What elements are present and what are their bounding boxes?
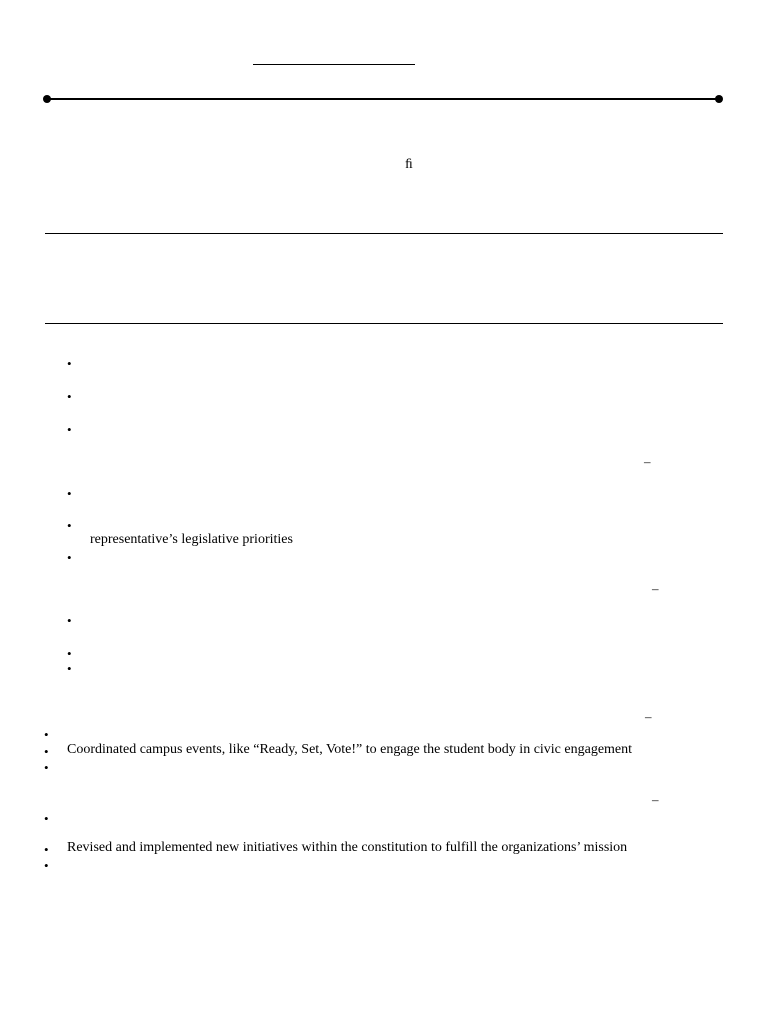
header-divider-line: [47, 98, 720, 100]
list-bullet: •: [67, 646, 72, 661]
list-bullet: •: [44, 744, 49, 759]
list-bullet: •: [67, 613, 72, 628]
list-bullet: •: [44, 760, 49, 775]
header-line-left-dot: [43, 95, 51, 103]
date-dash: –: [644, 454, 651, 469]
list-item-text: Revised and implemented new initiatives within the constitution to fulfill the organizations’ mission: [67, 840, 628, 855]
name-underline-rule: [253, 64, 415, 65]
date-dash: –: [645, 709, 652, 724]
list-bullet: •: [67, 389, 72, 404]
list-bullet: •: [67, 661, 72, 676]
list-bullet: •: [44, 842, 49, 857]
header-line-right-dot: [715, 95, 723, 103]
date-dash: –: [652, 581, 659, 596]
list-item-text: Coordinated campus events, like “Ready, Set, Vote!” to engage the student body in civic engagement: [67, 742, 633, 757]
list-bullet: •: [67, 422, 72, 437]
list-bullet: •: [44, 727, 49, 742]
section-rule-bottom: [45, 323, 723, 324]
list-item-text: representative’s legislative priorities: [90, 532, 293, 547]
contact-info-ligature: ﬁ: [405, 157, 413, 172]
date-dash: –: [652, 792, 659, 807]
list-bullet: •: [67, 518, 72, 533]
list-bullet: •: [44, 811, 49, 826]
section-rule-top: [45, 233, 723, 234]
list-bullet: •: [67, 486, 72, 501]
list-bullet: •: [67, 356, 72, 371]
list-bullet: •: [44, 858, 49, 873]
list-bullet: •: [67, 550, 72, 565]
